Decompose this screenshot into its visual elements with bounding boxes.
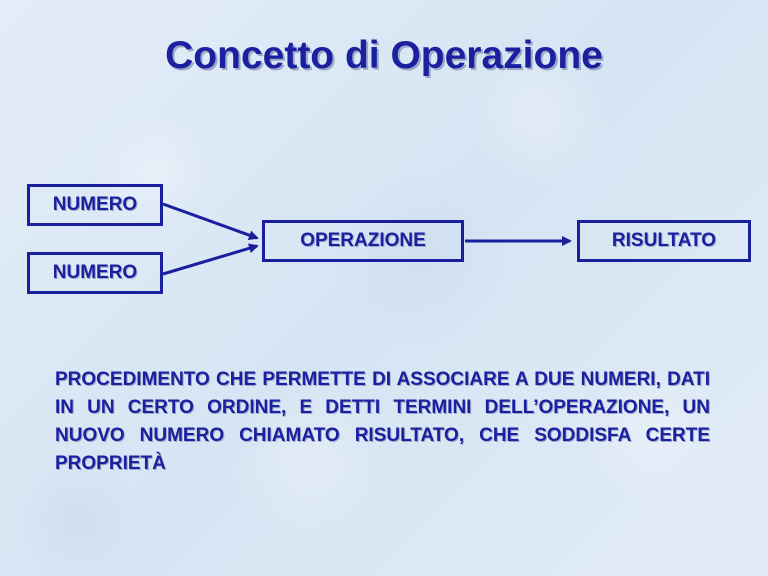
risultato-box bbox=[577, 220, 751, 262]
arrow-numero2-to-operazione bbox=[163, 246, 257, 274]
numero-label-2: NUMERO bbox=[52, 262, 138, 283]
numero-label-1: NUMERO bbox=[52, 194, 138, 215]
numero-box-1 bbox=[27, 184, 163, 226]
slide-title: Concetto di Operazione bbox=[165, 34, 603, 77]
definition-text: PROCEDIMENTO CHE PERMETTE DI ASSOCIARE A DUE NUMERI, DATI IN UN CERTO ORDINE, E DETTI TERMINI DELL’OPERAZIONE, UN NUOVO NUMERO CHIAMATO RISULTATO, CHE SODDISFA CERTE PROPRIETÀ bbox=[55, 369, 710, 474]
risultato-label: RISULTATO bbox=[611, 230, 717, 251]
arrow-numero1-to-operazione bbox=[163, 204, 257, 238]
operazione-box bbox=[262, 220, 464, 262]
operazione-label: OPERAZIONE bbox=[300, 230, 426, 251]
numero-box-2 bbox=[27, 252, 163, 294]
